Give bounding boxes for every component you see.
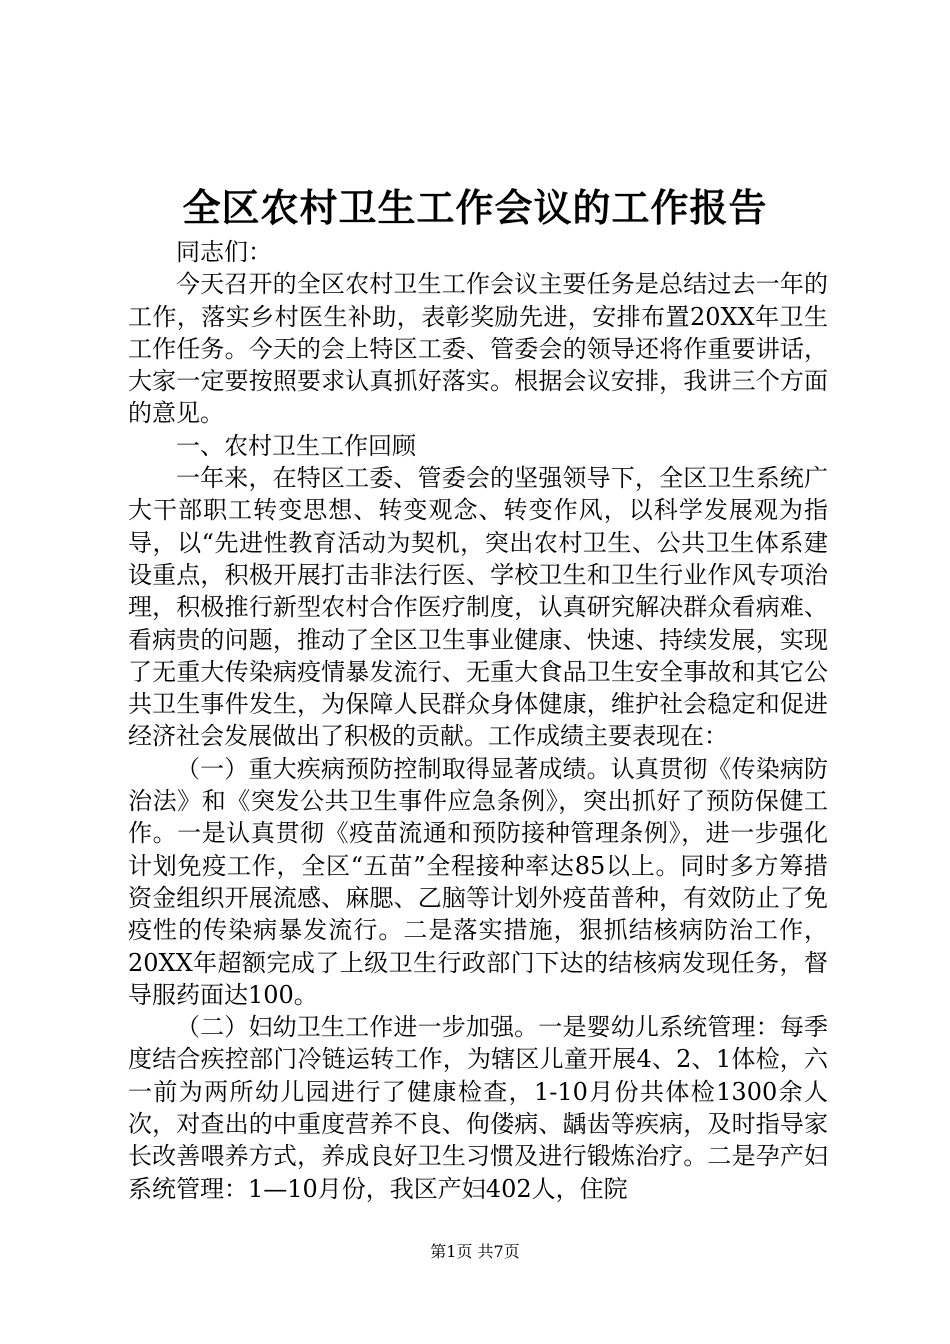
section-heading-review: 一、农村卫生工作回顾 [176, 431, 416, 460]
paragraph-disease-control: （一）重大疾病预防控制取得显著成绩。认真贯彻《传染病防治法》和《突发公共卫生事件应急条例》，突出抓好了预防保健工作。一是认真贯彻《疫苗流通和预防接种管理条例》，进一步强化计划免疫工作，全区“五苗”全程接种率达85以上。同时多方筹措资金组织开展流感、麻腮、乙脑等计划外疫苗普种，有效防止了免疫性的传染病暴发流行。二是落实措施，狠抓结核病防治工作，20XX年超额完成了上级卫生行政部门下达的结核病发现任务，督导服药面达100。 [128, 754, 828, 1009]
paragraph-review: 一年来，在特区工委、管委会的坚强领导下，全区卫生系统广大干部职工转变思想、转变观念、转变作风，以科学发展观为指导，以“先进性教育活动为契机，突出农村卫生、公共卫生体系建设重点，积极开展打击非法行医、学校卫生和卫生行业作风专项治理，积极推行新型农村合作医疗制度，认真研究解决群众看病难、看病贵的问题，推动了全区卫生事业健康、快速、持续发展，实现了无重大传染病疫情暴发流行、无重大食品卫生安全事故和其它公共卫生事件发生，为保障人民群众身体健康，维护社会稳定和促进经济社会发展做出了积极的贡献。工作成绩主要表现在： [128, 464, 828, 751]
page-title: 全区农村卫生工作会议的工作报告 [182, 185, 768, 230]
paragraph-maternal-child: （二）妇幼卫生工作进一步加强。一是婴幼儿系统管理：每季度结合疾控部门冷链运转工作，为辖区儿童开展4、2、1体检，六一前为两所幼儿园进行了健康检查，1-10月份共体检1300余人次，对查出的中重度营养不良、佝偻病、龋齿等疾病，及时指导家长改善喂养方式，养成良好卫生习惯及进行锻炼治疗。二是孕产妇系统管理：1—10月份，我区产妇402人，住院 [128, 1013, 828, 1203]
paragraph-intro: 今天召开的全区农村卫生工作会议主要任务是总结过去一年的工作，落实乡村医生补助，表彰奖励先进，安排布置20XX年卫生工作任务。今天的会上特区工委、管委会的领导还将作重要讲话，大家一定要按照要求认真抓好落实。根据会议安排，我讲三个方面的意见。 [128, 270, 828, 428]
page-number-footer: 第1页 共7页 [430, 1242, 520, 1261]
paragraph-salutation: 同志们： [176, 238, 272, 266]
document-body [128, 236, 828, 1205]
